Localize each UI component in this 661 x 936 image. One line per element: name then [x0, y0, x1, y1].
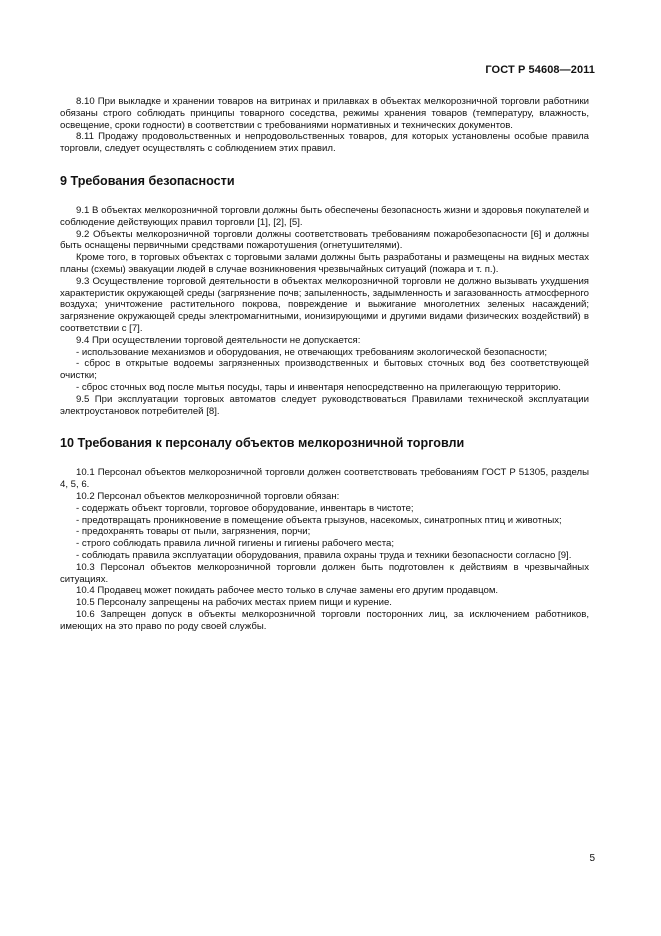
document-code: ГОСТ Р 54608—2011 — [485, 64, 595, 76]
paragraph-9-2: 9.2 Объекты мелкорозничной торговли должны соответствовать требованиям пожаробезопасности [6] и должны быть оснащены первичными средствами пожаротушения (огнетушителями). — [60, 228, 589, 252]
list-item-9-4-c: - сброс сточных вод после мытья посуды, тары и инвентаря непосредственно на прилегающую территорию. — [76, 381, 561, 393]
paragraph-10-4: 10.4 Продавец может покидать рабочее место только в случае замены его другим продавцом. — [76, 585, 499, 597]
list-item-9-4-b: - сброс в открытые водоемы загрязненных производственных и бытовых сточных вод без соответствующей очистки; — [60, 358, 589, 382]
paragraph-10-3: 10.3 Персонал объектов мелкорозничной торговли должен быть подготовлен к действиям в чрезвычайных ситуациях. — [60, 561, 589, 585]
list-item-10-2-a: - содержать объект торговли, торговое оборудование, инвентарь в чистоте; — [76, 502, 414, 514]
section-9-heading: 9 Требования безопасности — [60, 173, 235, 188]
page-content — [60, 96, 589, 632]
paragraph-10-6: 10.6 Запрещен допуск в объекты мелкорозничной торговли посторонних лиц, за исключением работников, имеющих на это право по роду своей службы. — [60, 608, 589, 632]
list-item-10-2-c: - предохранять товары от пыли, загрязнения, порчи; — [76, 526, 311, 538]
list-item-10-2-e: - соблюдать правила эксплуатации оборудования, правила охраны труда и техники безопасности согласно [9]. — [76, 549, 572, 561]
paragraph-9-1: 9.1 В объектах мелкорозничной торговли должны быть обеспечены безопасность жизни и здоровья покупателей и соблюдение действующих правил торговли [1], [2], [5]. — [60, 204, 589, 228]
paragraph-10-2: 10.2 Персонал объектов мелкорозничной торговли обязан: — [76, 490, 340, 502]
paragraph-10-1: 10.1 Персонал объектов мелкорозничной торговли должен соответствовать требованиям ГОСТ Р 51305, разделы 4, 5, 6. — [60, 467, 589, 491]
paragraph-9-2-cont: Кроме того, в торговых объектах с торговыми залами должны быть разработаны и размещены на видных местах планы (схемы) эвакуации людей в случае возникновения чрезвычайных ситуаций (пожара и т. п.). — [60, 252, 589, 275]
section-10-heading: 10 Требования к персоналу объектов мелкорозничной торговли — [60, 436, 465, 451]
paragraph-10-5: 10.5 Персоналу запрещены на рабочих местах прием пищи и курение. — [76, 597, 392, 609]
list-item-9-4-a: - использование механизмов и оборудования, не отвечающих требованиям экологической безопасности; — [76, 346, 548, 358]
paragraph-9-5: 9.5 При эксплуатации торговых автоматов следует руководствоваться Правилами технической эксплуатации электроустановок потребителей [8]. — [60, 393, 589, 417]
paragraph-9-3: 9.3 Осуществление торговой деятельности в объектах мелкорозничной торговли не должно вызывать ухудшения характеристик окружающей среды (загрязнение почв; запыленность, задымленность и загазованность атмосферного воздуха; уничтожение растительного покрова, повреждение и выжигание многолетних зеленых насаждений; загрязнение окружающей среды электромагнитными, ионизирующими и другими видами физических воздействий) в соответствии с [7]. — [60, 275, 589, 334]
list-item-10-2-b: - предотвращать проникновение в помещение объекта грызунов, насекомых, синатропных птиц и животных; — [76, 514, 562, 526]
list-item-10-2-d: - строго соблюдать правила личной гигиены и гигиены рабочего места; — [76, 538, 394, 550]
paragraph-9-4: 9.4 При осуществлении торговой деятельности не допускается: — [76, 334, 361, 346]
paragraph-8-11: 8.11 Продажу продовольственных и непродовольственных товаров, для которых установлены особые правила торговли, следует осуществлять с соблюдением этих правил. — [60, 131, 589, 155]
page-number: 5 — [589, 853, 595, 864]
paragraph-8-10: 8.10 При выкладке и хранении товаров на витринах и прилавках в объектах мелкорозничной торговли работники обязаны строго соблюдать принципы товарного соседства, режимы хранения товаров (температуру, влажность, освещение, сроки годности) в соответствии с требованиями нормативных и технических документов. — [60, 96, 589, 131]
